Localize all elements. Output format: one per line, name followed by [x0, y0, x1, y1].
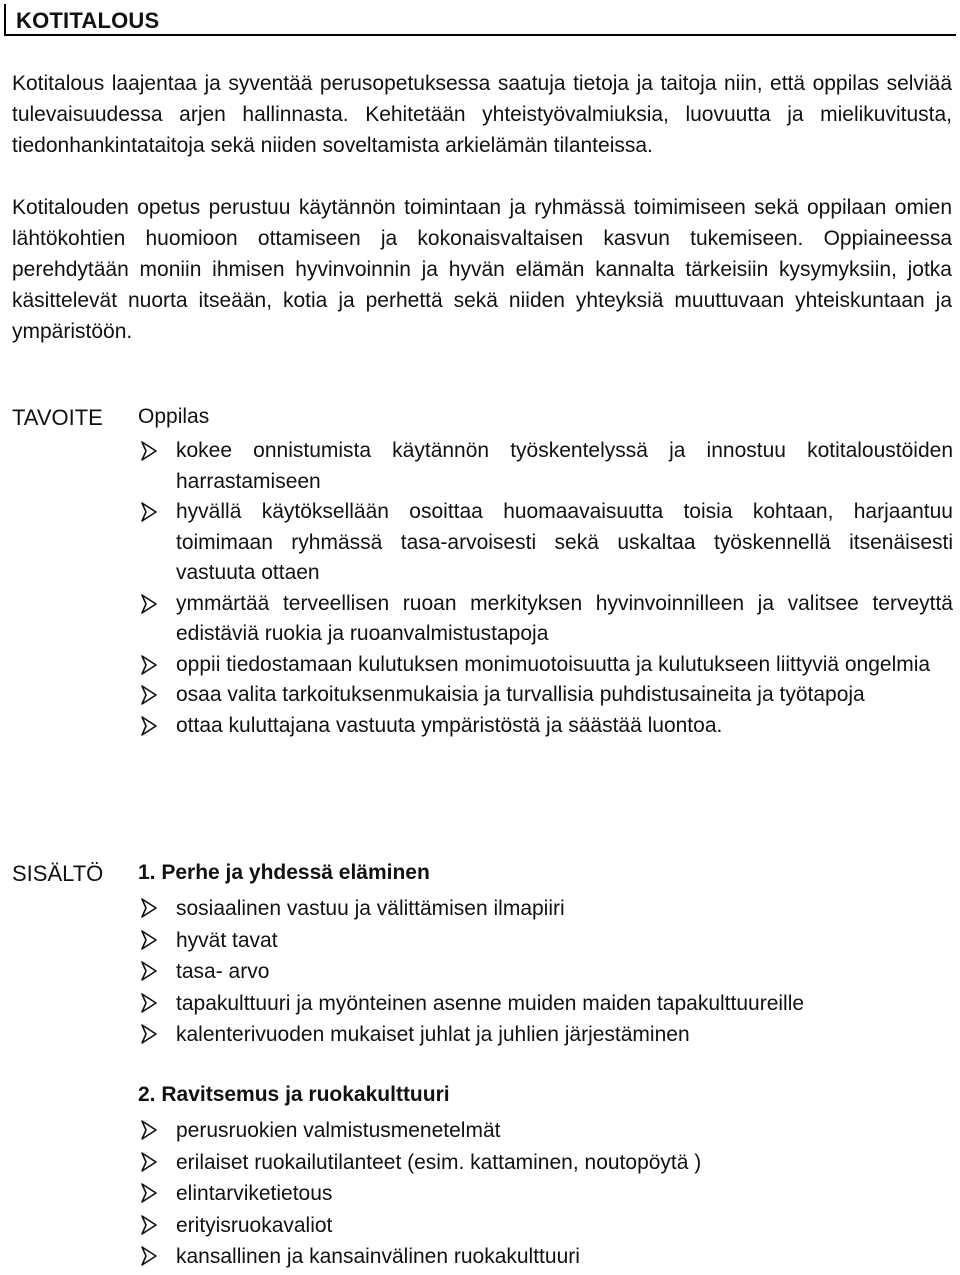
list-item-text: elintarviketietous [176, 1182, 333, 1206]
list-item [138, 1210, 953, 1242]
list-item [138, 1019, 953, 1051]
content-heading-1: 1. Perhe ja yhdessä eläminen [138, 861, 430, 884]
arrowhead-bullet-icon [138, 436, 164, 466]
content-list-1 [138, 893, 953, 1051]
list-item-text: ottaa kuluttajana vastuuta ympäristöstä ja säästää luontoa. [176, 713, 723, 737]
arrowhead-bullet-icon [138, 925, 164, 955]
list-item-text: hyvällä käytöksellään osoittaa huomaavaisuutta toisia kohtaan, harjaantuu toimimaan ryhmässä tasa-arvoisesti sekä uskaltaa työskennellä itsenäisesti vastuuta ottaen [176, 500, 953, 584]
list-item [138, 988, 953, 1020]
page-title: KOTITALOUS [16, 8, 160, 33]
section-label-tavoite: TAVOITE [12, 405, 103, 430]
arrowhead-bullet-icon [138, 1147, 164, 1177]
list-item [138, 925, 953, 957]
content-heading-2: 2. Ravitsemus ja ruokakulttuuri [138, 1083, 450, 1106]
list-item-text: hyvät tavat [176, 928, 278, 952]
list-item-text: ymmärtää terveellisen ruoan merkityksen hyvinvoinnilleen ja valitsee terveyttä edistäviä ruokia ja ruoanvalmistustapoja [176, 591, 953, 645]
list-item [138, 1178, 953, 1210]
arrowhead-bullet-icon [138, 988, 164, 1018]
arrowhead-bullet-icon [138, 650, 164, 680]
arrowhead-bullet-icon [138, 711, 164, 741]
list-item-text: erilaiset ruokailutilanteet (esim. kattaminen, noutopöytä ) [176, 1150, 702, 1174]
arrowhead-bullet-icon [138, 1019, 164, 1049]
list-item-text: sosiaalinen vastuu ja välittämisen ilmapiiri [176, 897, 565, 920]
list-item [138, 436, 953, 497]
arrowhead-bullet-icon [138, 680, 164, 710]
arrowhead-bullet-icon [138, 1241, 164, 1271]
list-item-text: tasa- arvo [176, 960, 270, 984]
list-item [138, 680, 953, 711]
list-item-text: kalenterivuoden mukaiset juhlat ja juhlien järjestäminen [176, 1023, 690, 1047]
list-item [138, 1115, 953, 1147]
list-item [138, 956, 953, 988]
intro-paragraph-1: Kotitalous laajentaa ja syventää perusopetuksessa saatuja tietoja ja taitoja niin, että oppilas selviää tulevaisuudessa arjen hallinnasta. Kehitetään yhteistyövalmiuksia, luovuutta ja mielikuvitusta, tiedonhankintataitoja sekä niiden soveltamista arkielämän tilanteissa. [12, 72, 952, 157]
list-item [138, 893, 953, 925]
list-item-text: perusruokien valmistusmenetelmät [176, 1119, 501, 1142]
arrowhead-bullet-icon [138, 956, 164, 986]
tavoite-lead: Oppilas [138, 405, 210, 428]
list-item-text: erityisruokavaliot [176, 1213, 333, 1237]
list-item [138, 497, 953, 589]
list-item-text: kansallinen ja kansainvälinen ruokakulttuuri [176, 1245, 580, 1269]
arrowhead-bullet-icon [138, 589, 164, 619]
list-item-text: oppii tiedostamaan kulutuksen monimuotoisuutta ja kulutukseen liittyviä ongelmia [176, 652, 931, 676]
intro-paragraph-2: Kotitalouden opetus perustuu käytännön toimintaan ja ryhmässä toimimiseen sekä oppilaan omien lähtökohtien huomioon ottamiseen ja kokonaisvaltaisen kasvun tukemiseen. Oppiaineessa perehdytään moniin ihmisen hyvinvoinnin ja hyvän elämän kannalta tärkeisiin kysymyksiin, jotka käsittelevät nuorta itseään, kotia ja perhettä sekä niiden yhteyksiä muuttuvaan yhteiskuntaan ja ympäristöön. [12, 196, 952, 343]
content-list-2 [138, 1115, 953, 1273]
section-label-sisalto: SISÄLTÖ [12, 861, 104, 886]
list-item [138, 589, 953, 650]
tavoite-list [138, 436, 953, 741]
arrowhead-bullet-icon [138, 1210, 164, 1240]
list-item-text: osaa valita tarkoituksenmukaisia ja turvallisia puhdistusaineita ja työtapoja [176, 683, 865, 706]
list-item [138, 711, 953, 742]
page-header [4, 4, 956, 36]
list-item [138, 1147, 953, 1179]
list-item-text: tapakulttuuri ja myönteinen asenne muiden maiden tapakulttuureille [176, 991, 805, 1015]
list-item-text: kokee onnistumista käytännön työskentelyssä ja innostuu kotitaloustöiden harrastamiseen [176, 439, 953, 493]
arrowhead-bullet-icon [138, 1115, 164, 1145]
arrowhead-bullet-icon [138, 1178, 164, 1208]
list-item [138, 650, 953, 681]
list-item [138, 1241, 953, 1273]
arrowhead-bullet-icon [138, 497, 164, 527]
arrowhead-bullet-icon [138, 893, 164, 923]
